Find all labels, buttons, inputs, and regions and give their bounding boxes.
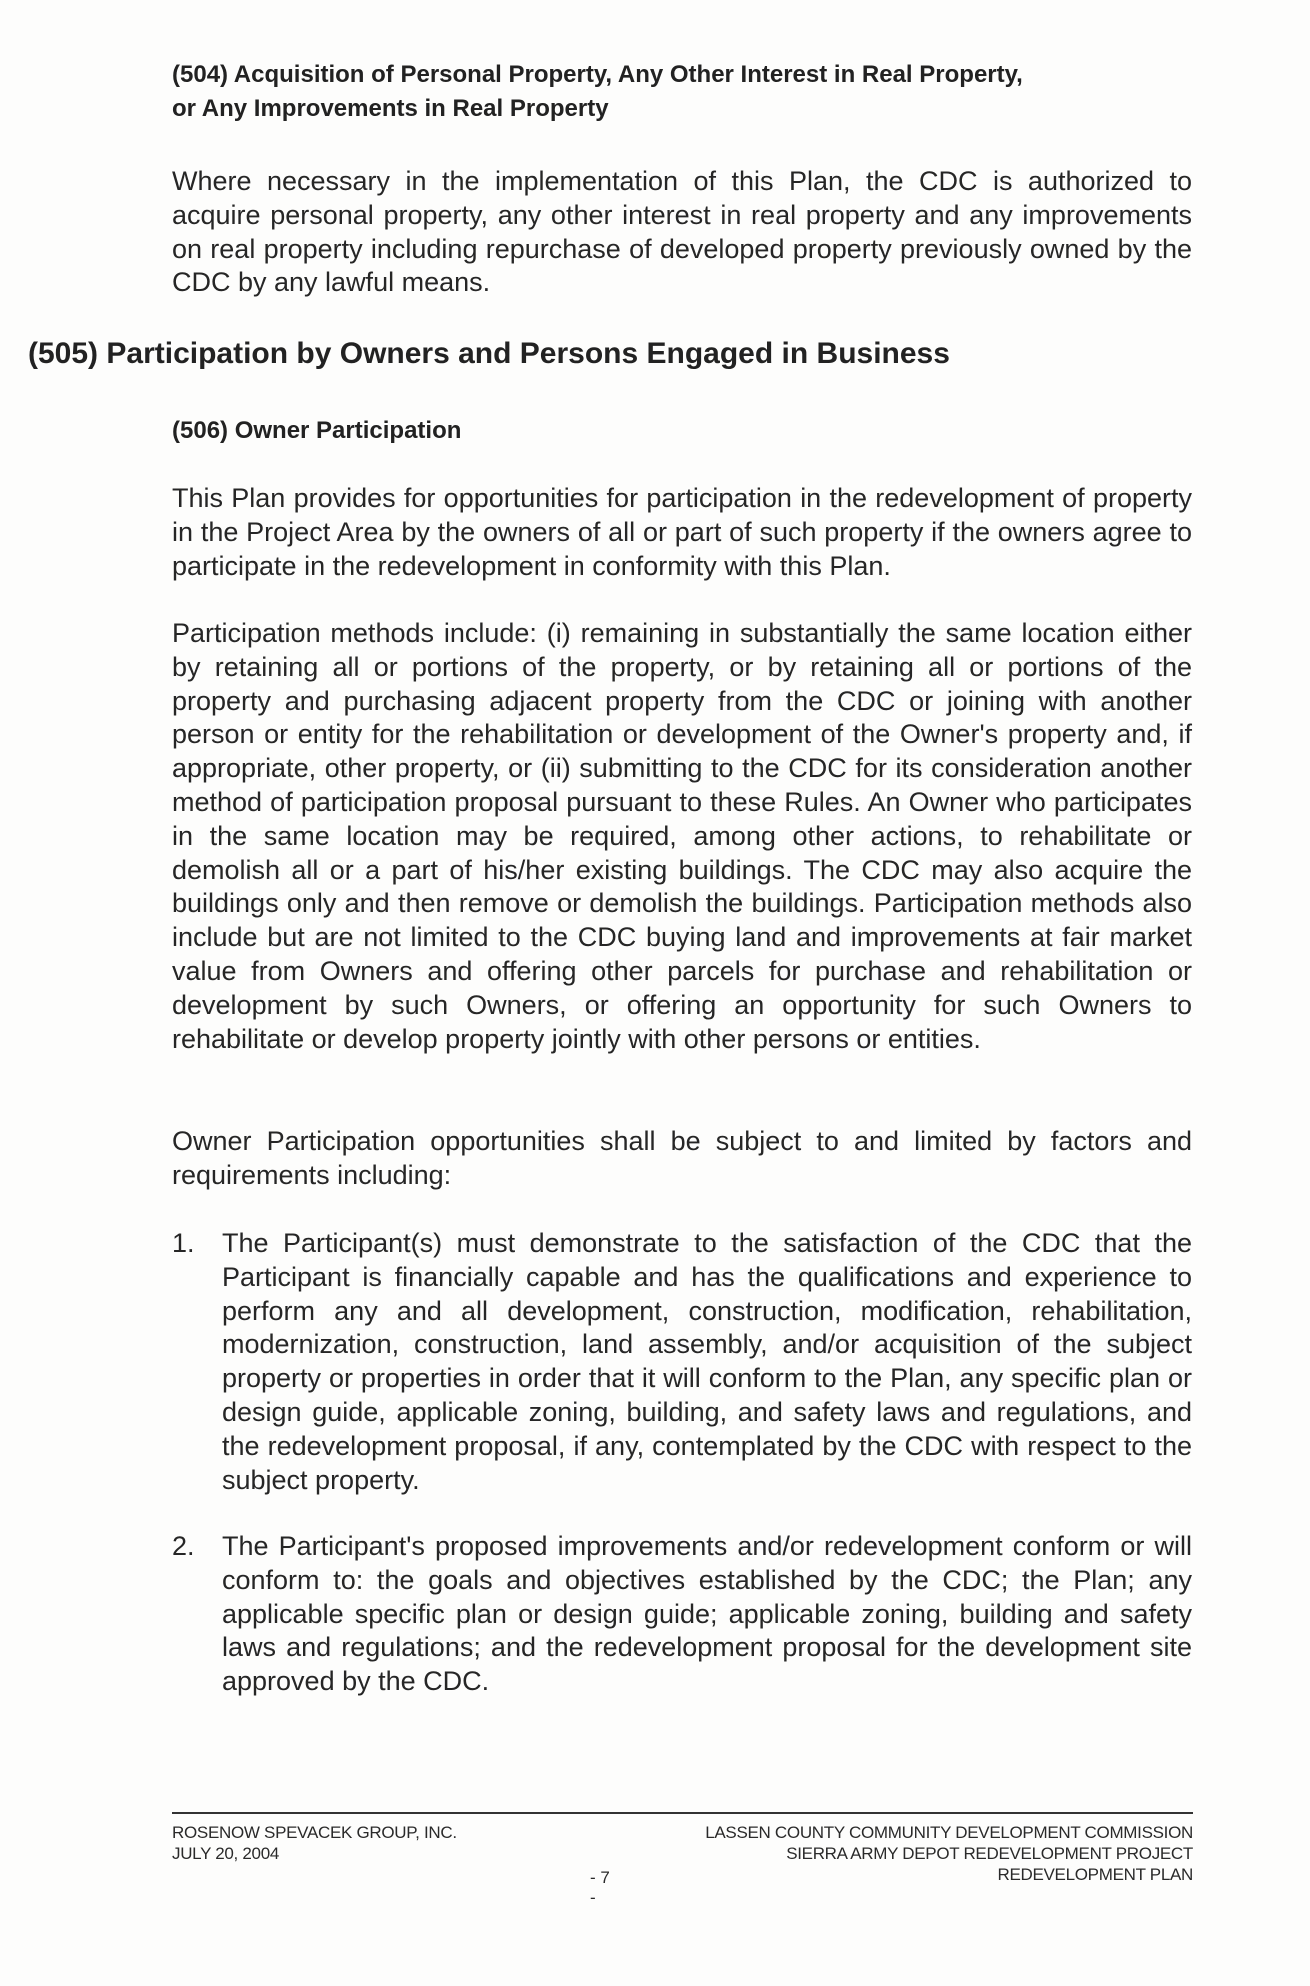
list-item-1 — [172, 1227, 1192, 1497]
section-504-body: Where necessary in the implementation of this Plan, the CDC is authorized to acquire personal property, any other interest in real property and any improvements on real property including repurchase of developed property previously owned by the CDC by any lawful means. — [172, 166, 1192, 298]
footer-right — [590, 1822, 1193, 1885]
section-505-heading: (505) Participation by Owners and Persons Engaged in Business — [28, 337, 950, 370]
list-item-2-text: The Participant's proposed improvements and/or redevelopment conform or will conform to: the goals and objectives established by the CDC; the Plan; any applicable specific plan or design guide; applicable zoning, building and safety laws and regulations; and the redevelopment proposal for the development site approved by the CDC. — [222, 1531, 1192, 1697]
footer-left — [172, 1822, 592, 1864]
section-506-heading: (506) Owner Participation — [172, 417, 462, 444]
section-504-heading — [172, 58, 1202, 126]
footer-plan: REDEVELOPMENT PLAN — [997, 1865, 1193, 1884]
section-504-heading-line1: (504) Acquisition of Personal Property, Any Other Interest in Real Property, — [172, 61, 1023, 88]
footer-project: SIERRA ARMY DEPOT REDEVELOPMENT PROJECT — [786, 1844, 1193, 1863]
list-item-2-number: 2. — [172, 1531, 195, 1561]
list-item-1-number: 1. — [172, 1228, 195, 1258]
section-506-paragraph-3: Owner Participation opportunities shall be subject to and limited by factors and requirements including: — [172, 1126, 1192, 1190]
footer-date: JULY 20, 2004 — [172, 1844, 279, 1863]
page-number: - 7 - — [590, 1868, 610, 1907]
list-item-1-text: The Participant(s) must demonstrate to the satisfaction of the CDC that the Participant is financially capable and has the qualifications and experience to perform any and all development, construction, modification, rehabilitation, modernization, construction, land assembly, and/or acquisition of the subject property or properties in order that it will conform to the Plan, any specific plan or design guide, applicable zoning, building, and safety laws and regulations, and the redevelopment proposal, if any, contemplated by the CDC with respect to the subject property. — [222, 1228, 1192, 1495]
list-item-2 — [172, 1530, 1192, 1699]
footer-divider — [172, 1812, 1193, 1814]
footer-commission: LASSEN COUNTY COMMUNITY DEVELOPMENT COMMISSION — [705, 1823, 1193, 1842]
section-506-paragraph-1: This Plan provides for opportunities for participation in the redevelopment of property in the Project Area by the owners of all or part of such property if the owners agree to participate in the redevelopment in conformity with this Plan. — [172, 483, 1192, 581]
section-506-paragraph-2: Participation methods include: (i) remaining in substantially the same location either by retaining all or portions of the property, or by retaining all or portions of the property and purchasing adjacent property from the CDC or joining with another person or entity for the rehabilitation or development of the Owner's property and, if appropriate, other property, or (ii) submitting to the CDC for its consideration another method of participation proposal pursuant to these Rules. An Owner who participates in the same location may be required, among other actions, to rehabilitate or demolish all or a part of his/her existing buildings. The CDC may also acquire the buildings only and then remove or demolish the buildings. Participation methods also include but are not limited to the CDC buying land and improvements at fair market value from Owners and offering other parcels for purchase and rehabilitation or development by such Owners, or offering an opportunity for such Owners to rehabilitate or develop property jointly with other persons or entities. — [172, 618, 1192, 1054]
section-504-heading-line2: or Any Improvements in Real Property — [172, 95, 609, 122]
footer-company: ROSENOW SPEVACEK GROUP, INC. — [172, 1823, 457, 1842]
